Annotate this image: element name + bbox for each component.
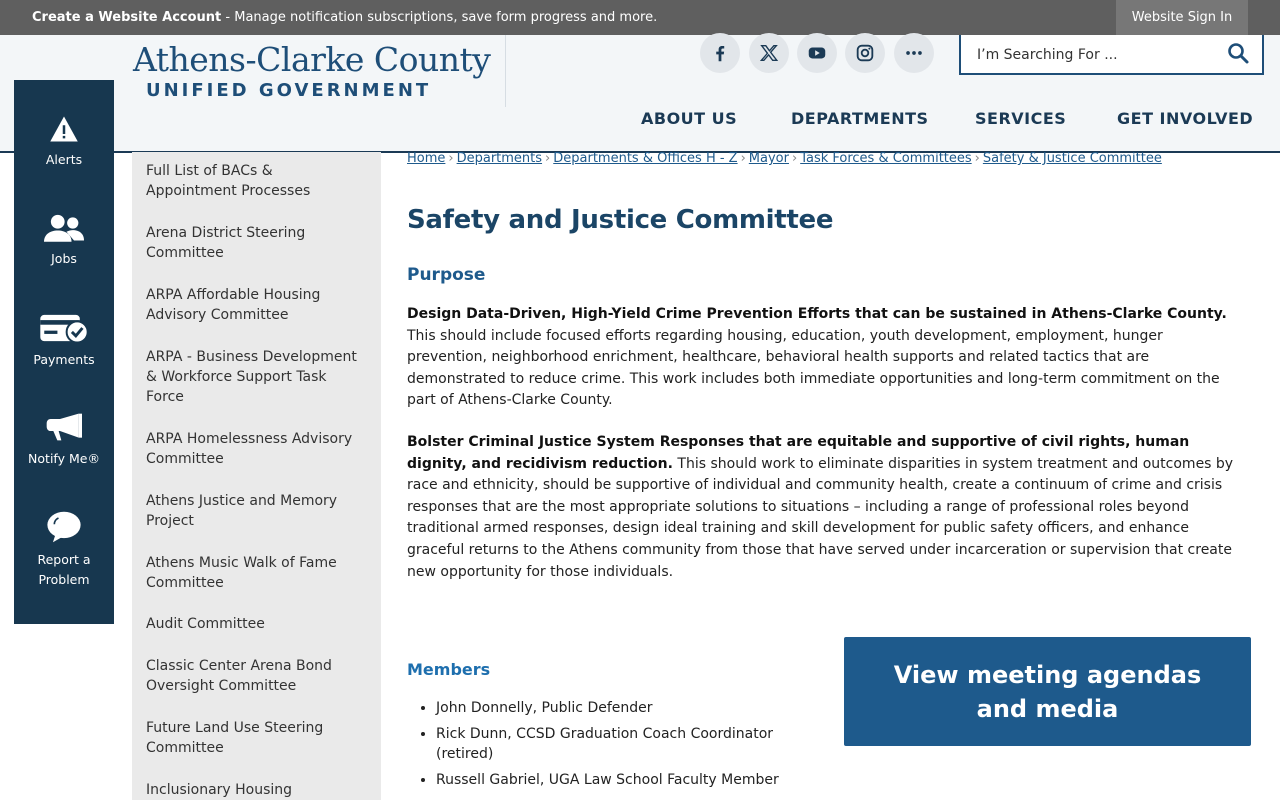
quick-link-report-a-problem[interactable] bbox=[14, 510, 114, 590]
sign-in-button[interactable]: Website Sign In bbox=[1116, 0, 1248, 35]
logo-title[interactable]: Athens-Clarke County bbox=[133, 40, 491, 79]
quick-link-notify-me[interactable] bbox=[14, 411, 114, 469]
megaphone-icon bbox=[44, 411, 84, 443]
search-icon[interactable] bbox=[1226, 41, 1250, 65]
search-box bbox=[959, 35, 1264, 75]
side-nav-item[interactable]: Arena District Steering Committee bbox=[146, 225, 306, 261]
purpose-heading: Purpose bbox=[407, 265, 486, 285]
quick-link-label: Notify Me® bbox=[28, 451, 100, 466]
breadcrumb-link[interactable]: Departments bbox=[456, 151, 543, 166]
breadcrumb-link[interactable]: Task Forces & Committees bbox=[800, 151, 972, 166]
account-bar bbox=[0, 0, 1280, 35]
paragraph-text: This should work to eliminate disparities in system treatment and outcomes by race and ethnicity, should be supportive of individual and community health, create a continuum of crime and crisis responses that are the most appropriate solutions to situations – including a range of professional roles beyond traditional armed responses, design ideal training and skill development for public safety officers, and enhance graceful returns to the Athens community from those that have served under incarceration or supervision that create new opportunity for those individuals. bbox=[407, 455, 1234, 580]
nav-get-involved[interactable]: GET INVOLVED bbox=[1117, 109, 1254, 128]
side-nav-item[interactable]: Classic Center Arena Bond Oversight Committee bbox=[146, 658, 332, 694]
facebook-icon[interactable] bbox=[700, 33, 740, 73]
nav-services[interactable]: SERVICES bbox=[975, 109, 1067, 128]
member-item: • Rick Dunn, CCSD Graduation Coach Coordinator (retired) bbox=[436, 724, 826, 764]
side-nav-item[interactable]: ARPA - Business Development & Workforce Support Task Force bbox=[146, 349, 357, 405]
quick-link-label: Payments bbox=[33, 352, 95, 367]
instagram-icon[interactable] bbox=[845, 33, 885, 73]
paragraph-lead: Design Data-Driven, High-Yield Crime Prevention Efforts that can be sustained in Athens-Clarke County. bbox=[407, 306, 1227, 322]
more-icon[interactable] bbox=[894, 33, 934, 73]
quick-link-jobs[interactable] bbox=[14, 213, 114, 269]
x-icon[interactable] bbox=[749, 33, 789, 73]
quick-link-label: Alerts bbox=[45, 152, 83, 167]
member-item: • John Donnelly, Public Defender bbox=[436, 698, 826, 718]
breadcrumb-separator: › bbox=[974, 151, 980, 166]
account-message-text: - Manage notification subscriptions, save form progress and more. bbox=[221, 10, 658, 25]
side-nav-item[interactable]: Inclusionary Housing bbox=[146, 782, 293, 798]
side-nav-item[interactable]: Audit Committee bbox=[146, 616, 265, 632]
breadcrumb-separator: › bbox=[791, 151, 798, 166]
quick-links-bar bbox=[14, 80, 114, 624]
logo-subtitle[interactable]: UNIFIED GOVERNMENT bbox=[146, 80, 432, 101]
purpose-paragraph-1 bbox=[407, 304, 1247, 412]
side-nav-item[interactable]: Athens Music Walk of Fame Committee bbox=[146, 555, 337, 591]
site-header bbox=[0, 35, 1280, 153]
chat-bubble-icon bbox=[46, 510, 82, 544]
quick-link-payments[interactable] bbox=[14, 312, 114, 370]
quick-link-label: Jobs bbox=[51, 251, 77, 266]
youtube-icon[interactable] bbox=[797, 33, 837, 73]
payment-card-icon bbox=[39, 312, 89, 344]
alert-icon bbox=[49, 114, 79, 144]
member-item: • Russell Gabriel, UGA Law School Faculty Member bbox=[436, 770, 826, 790]
page-title: Safety and Justice Committee bbox=[407, 205, 834, 235]
side-nav-item[interactable]: Future Land Use Steering Committee bbox=[146, 720, 324, 756]
side-navigation bbox=[132, 152, 381, 800]
breadcrumb bbox=[407, 151, 1162, 166]
paragraph-text: This should include focused efforts regarding housing, education, youth development, employment, hunger prevention, neighborhood enrichment, healthcare, behavioral health supports and related tactics that are demonstrated to reduce crime. This work includes both immediate opportunities and long-term commitment on the part of Athens-Clarke County. bbox=[407, 327, 1220, 409]
paragraph-lead: Bolster Criminal Justice System Responses that are equitable and supportive of civil rights, human dignity, and recidivism reduction. bbox=[407, 434, 1190, 472]
side-nav-item[interactable]: Full List of BACs & Appointment Processes bbox=[146, 163, 311, 199]
header-divider bbox=[505, 35, 506, 107]
nav-about-us[interactable]: ABOUT US bbox=[641, 109, 738, 128]
breadcrumb-link[interactable]: Mayor bbox=[748, 151, 789, 166]
people-icon bbox=[41, 213, 87, 243]
breadcrumb-link[interactable]: Safety & Justice Committee bbox=[982, 151, 1162, 166]
members-heading: Members bbox=[407, 660, 491, 679]
account-message bbox=[32, 10, 657, 25]
create-account-link[interactable]: Create a Website Account bbox=[32, 10, 222, 25]
view-agendas-button[interactable]: View meeting agendas and media bbox=[844, 637, 1251, 746]
side-nav-item[interactable]: ARPA Affordable Housing Advisory Committee bbox=[146, 287, 321, 323]
side-nav-item[interactable]: ARPA Homelessness Advisory Committee bbox=[146, 431, 353, 467]
quick-link-label: Report a Problem bbox=[37, 552, 91, 587]
nav-departments[interactable]: DEPARTMENTS bbox=[791, 109, 929, 128]
side-nav-item[interactable]: Athens Justice and Memory Project bbox=[146, 493, 338, 529]
quick-link-alerts[interactable] bbox=[14, 114, 114, 170]
breadcrumb-link[interactable]: Home bbox=[407, 151, 446, 166]
purpose-paragraph-2 bbox=[407, 432, 1247, 583]
breadcrumb-link[interactable]: Departments & Offices H - Z bbox=[553, 151, 738, 166]
breadcrumb-separator: › bbox=[740, 151, 746, 166]
members-list bbox=[407, 698, 826, 796]
breadcrumb-separator: › bbox=[448, 151, 454, 166]
breadcrumb-separator: › bbox=[545, 151, 551, 166]
search-input[interactable] bbox=[975, 43, 1219, 67]
